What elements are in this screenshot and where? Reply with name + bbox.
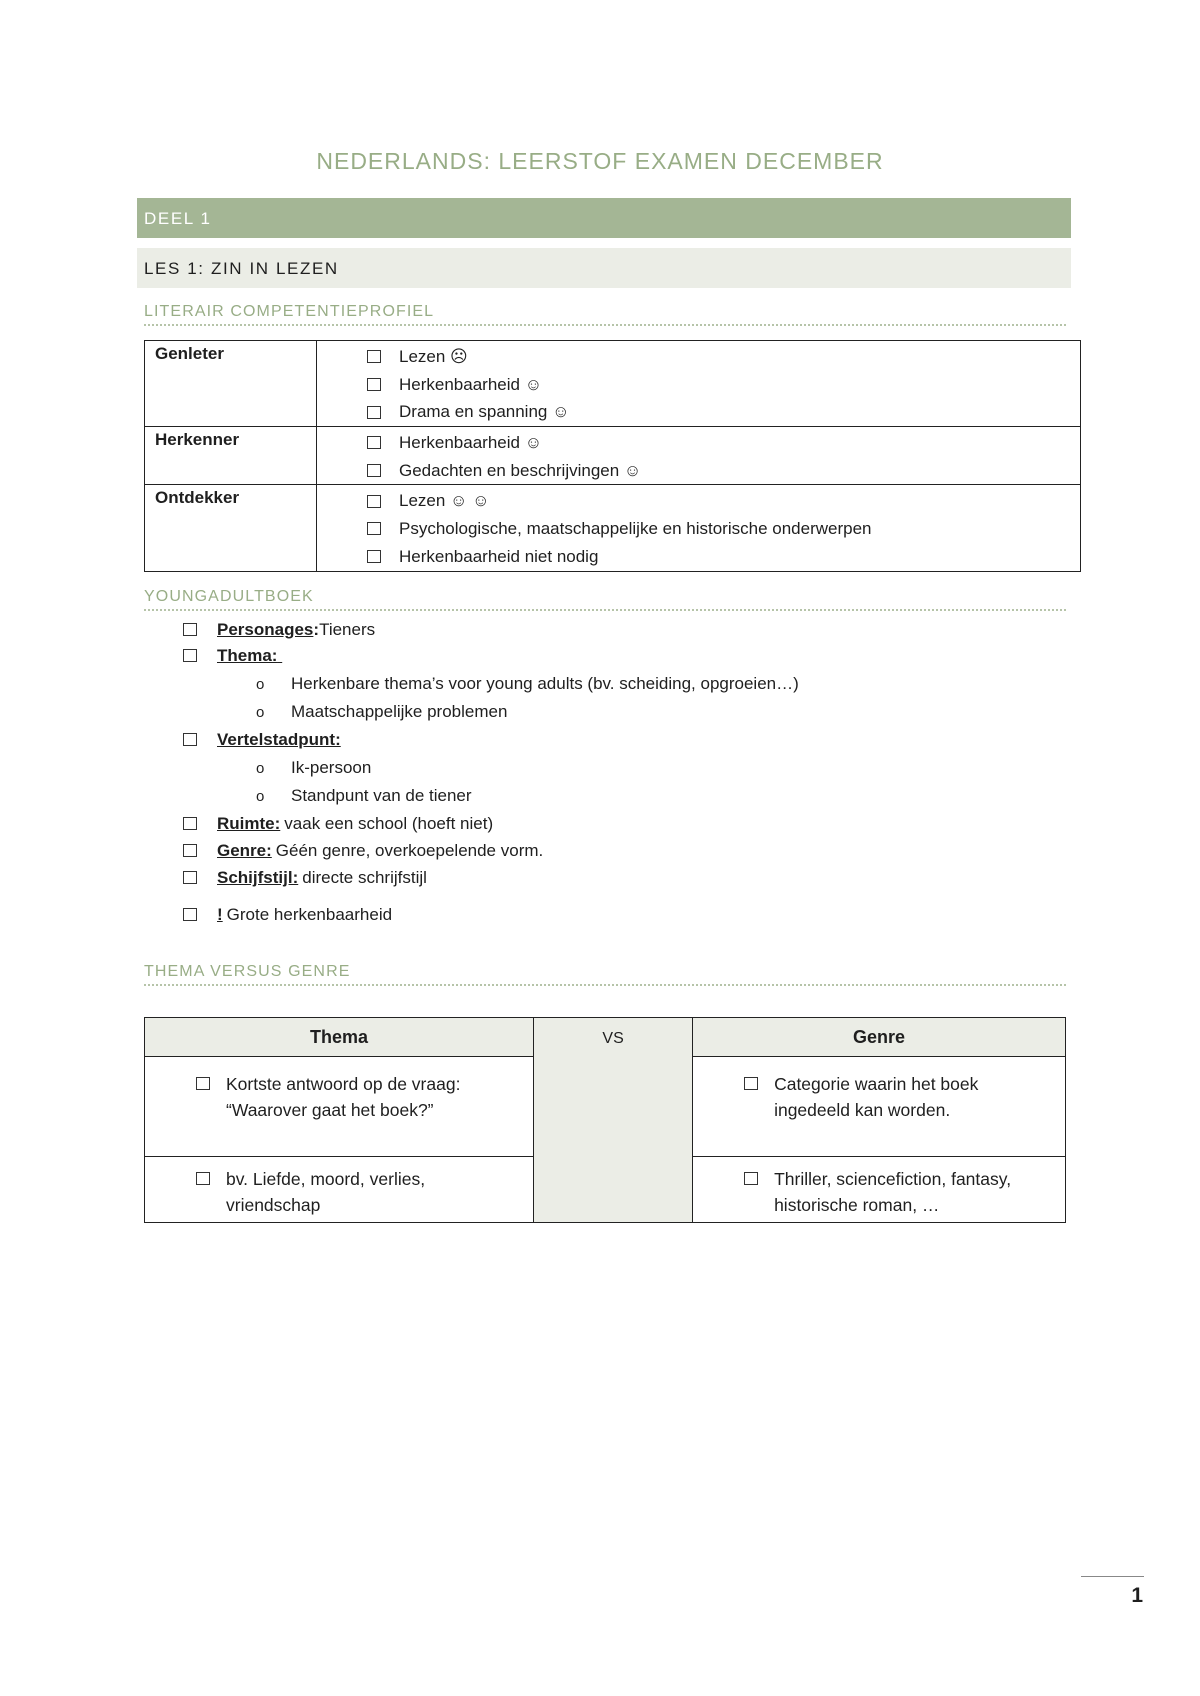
list-item-thema: Thema: <box>183 646 282 666</box>
checkbox-icon[interactable] <box>183 817 197 830</box>
table-row <box>145 427 1081 485</box>
genre-header: Genre <box>693 1018 1066 1057</box>
checkbox-icon[interactable] <box>183 623 197 636</box>
footer-divider <box>1081 1576 1144 1577</box>
checkbox-icon[interactable] <box>183 871 197 884</box>
items-cell <box>317 485 1081 571</box>
list-item-ruimte: Ruimte: vaak een school (hoeft niet) <box>183 814 493 834</box>
document-title: NEDERLANDS: LEERSTOF EXAMEN DECEMBER <box>316 148 884 174</box>
page-number: 1 <box>1131 1584 1143 1607</box>
checklist-item: Drama en spanning ☺ <box>367 398 1080 426</box>
checkbox-icon[interactable] <box>367 436 381 449</box>
checklist-item: Lezen ☺ ☺ <box>367 487 1080 515</box>
table-row <box>145 485 1081 571</box>
checkbox-icon[interactable] <box>183 908 197 921</box>
thema-cell: bv. Liefde, moord, verlies, vriendschap <box>145 1157 534 1223</box>
role-cell: Genleter <box>145 341 317 427</box>
checklist-item: Herkenbaarheid ☺ <box>367 371 1080 399</box>
role-cell: Herkenner <box>145 427 317 485</box>
section-heading-youngadult: YOUNGADULTBOEK <box>144 588 1066 611</box>
thema-vs-genre-table <box>144 1017 1066 1223</box>
genre-cell: Categorie waarin het boek ingedeeld kan worden. <box>693 1057 1066 1157</box>
role-cell: Ontdekker <box>145 485 317 571</box>
lesson-heading: LES 1: ZIN IN LEZEN <box>137 248 1071 288</box>
sub-list-item: o Herkenbare thema’s voor young adults (bv. scheiding, opgroeien…) <box>256 674 799 693</box>
sub-list-item: o Standpunt van de tiener <box>256 786 472 805</box>
checkbox-icon[interactable] <box>183 733 197 746</box>
checklist-item: Herkenbaarheid ☺ <box>367 429 1080 457</box>
checkbox-icon[interactable] <box>744 1172 758 1185</box>
checkbox-icon[interactable] <box>183 844 197 857</box>
items-cell <box>317 427 1081 485</box>
checklist-item: Herkenbaarheid niet nodig <box>367 543 1080 571</box>
thema-cell: Kortste antwoord op de vraag: “Waarover gaat het boek?” <box>145 1057 534 1157</box>
checkbox-icon[interactable] <box>367 406 381 419</box>
checkbox-icon[interactable] <box>196 1077 210 1090</box>
checkbox-icon[interactable] <box>367 522 381 535</box>
sub-list-item: o Maatschappelijke problemen <box>256 702 508 721</box>
sub-list-item: o Ik-persoon <box>256 758 372 777</box>
checkbox-icon[interactable] <box>183 649 197 662</box>
genre-cell: Thriller, sciencefiction, fantasy, historische roman, … <box>693 1157 1066 1223</box>
checkbox-icon[interactable] <box>196 1172 210 1185</box>
checklist-item: Lezen ☹ <box>367 343 1080 371</box>
items-cell <box>317 341 1081 427</box>
list-item-genre: Genre: Géén genre, overkoepelende vorm. <box>183 841 543 861</box>
list-item-vertelstandpunt: Vertelstadpunt: <box>183 730 341 750</box>
section-heading-profiel: LITERAIR COMPETENTIEPROFIEL <box>144 303 1066 326</box>
list-item-personages: Personages : Tieners <box>183 620 375 640</box>
section-heading-thema-genre: THEMA VERSUS GENRE <box>144 963 1066 986</box>
part-heading: DEEL 1 <box>137 198 1071 238</box>
competence-profile-table <box>144 340 1081 572</box>
checkbox-icon[interactable] <box>367 378 381 391</box>
checkbox-icon[interactable] <box>367 350 381 363</box>
vs-cell: VS <box>534 1018 693 1223</box>
table-header-row <box>145 1018 1066 1057</box>
checkbox-icon[interactable] <box>367 495 381 508</box>
checklist-item: Gedachten en beschrijvingen ☺ <box>367 457 1080 485</box>
list-item-schrijfstijl: Schijfstijl: directe schrijfstijl <box>183 868 427 888</box>
checklist-item: Psychologische, maatschappelijke en historische onderwerpen <box>367 515 1080 543</box>
list-item-herkenbaarheid: ! Grote herkenbaarheid <box>183 905 392 925</box>
checkbox-icon[interactable] <box>744 1077 758 1090</box>
thema-header: Thema <box>145 1018 534 1057</box>
checkbox-icon[interactable] <box>367 550 381 563</box>
table-row <box>145 341 1081 427</box>
checkbox-icon[interactable] <box>367 464 381 477</box>
